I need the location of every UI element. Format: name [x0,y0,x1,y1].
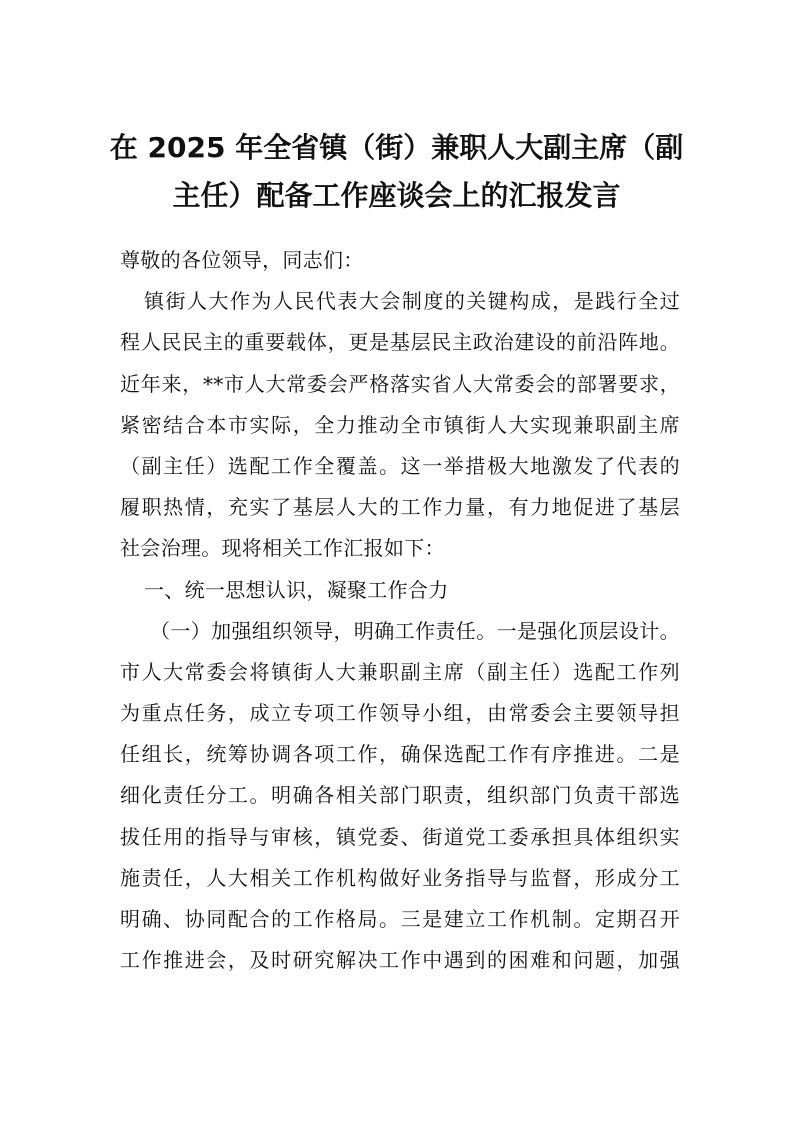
paragraph-line: 工作推进会，及时研究解决工作中遇到的困难和问题，加强 [120,948,680,973]
paragraph-line: 为重点任务，成立专项工作领导小组，由常委会主要领导担 [120,701,680,726]
document-title [100,124,693,220]
paragraph-line: （一）加强组织领导，明确工作责任。一是强化顶层设计。 [150,618,680,643]
paragraph-line: 镇街人大作为人民代表大会制度的关键构成，是践行全过 [144,289,680,314]
paragraph-line: 市人大常委会将镇街人大兼职副主席（副主任）选配工作列 [120,659,680,684]
paragraph-line: 任组长，统筹协调各项工作，确保选配工作有序推进。二是 [120,742,680,767]
paragraph-line: 履职热情，充实了基层人大的工作力量，有力地促进了基层 [120,495,680,520]
document-body [120,240,680,981]
paragraph-line: 社会治理。现将相关工作汇报如下： [120,536,445,561]
paragraph-line: 施责任，人大相关工作机构做好业务指导与监督，形成分工 [120,865,680,890]
paragraph-line: 紧密结合本市实际，全力推动全市镇街人大实现兼职副主席 [120,412,680,437]
section-heading: 一、统一思想认识，凝聚工作合力 [144,577,449,602]
paragraph-line: （副主任）选配工作全覆盖。这一举措极大地激发了代表的 [120,453,680,478]
salutation: 尊敬的各位领导，同志们： [120,248,364,272]
paragraph-line: 明确、协同配合的工作格局。三是建立工作机制。定期召开 [120,907,680,931]
paragraph-line: 程人民民主的重要载体，更是基层民主政治建设的前沿阵地。 [120,330,680,355]
paragraph-line: 拔任用的指导与审核，镇党委、街道党工委承担具体组织实 [120,824,680,849]
title-line-1: 在 2025 年全省镇（街）兼职人大副主席（副 [109,131,684,164]
paragraph-line: 细化责任分工。明确各相关部门职责，组织部门负责干部选 [120,783,680,808]
paragraph-line: 近年来，**市人大常委会严格落实省人大常委会的部署要求， [120,371,680,396]
title-line-2: 主任）配备工作座谈会上的汇报发言 [172,179,621,212]
